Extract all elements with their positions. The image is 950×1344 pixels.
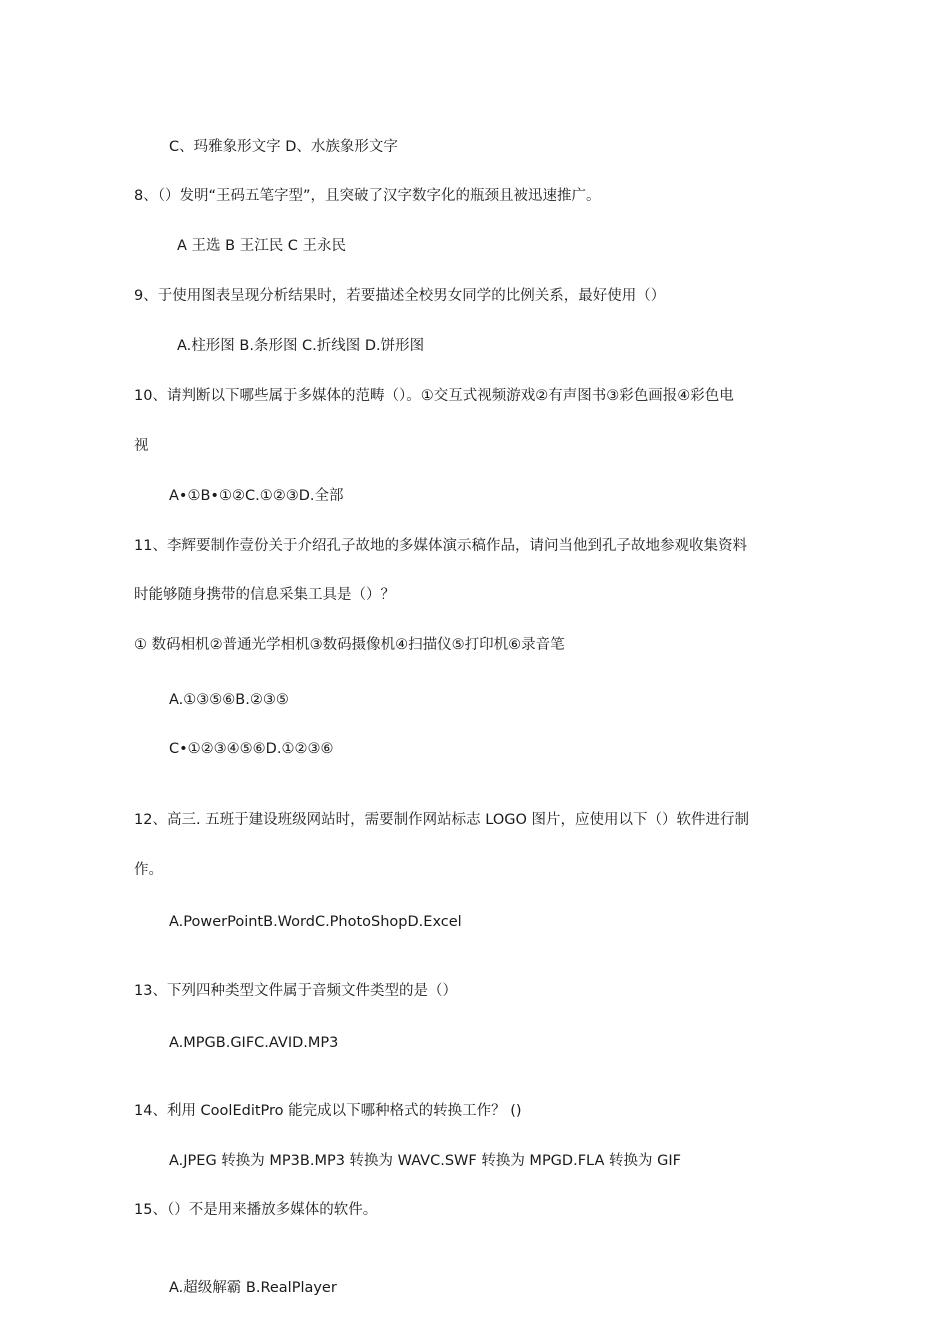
q12-options: A.PowerPointB.WordC.PhotoShopD.Excel xyxy=(169,914,462,930)
q10-options: A•①B•①②C.①②③D.全部 xyxy=(169,488,344,504)
q13-options: A.MPGB.GIFC.AVID.MP3 xyxy=(169,1035,339,1051)
q9-question: 9、于使用图表呈现分析结果时，若要描述全校男女同学的比例关系，最好使用（） xyxy=(134,288,666,304)
q15-question: 15、（）不是用来播放多媒体的软件。 xyxy=(134,1202,378,1218)
q11-question: 11、李辉要制作壹份关于介绍孔子故地的多媒体演示稿作品，请问当他到孔子故地参观收集资料 xyxy=(134,538,747,554)
q10-question: 10、请判断以下哪些属于多媒体的范畴（）。①交互式视频游戏②有声图书③彩色画报④彩色电 xyxy=(134,388,734,404)
q9-options: A.柱形图 B.条形图 C.折线图 D.饼形图 xyxy=(177,338,425,354)
q11-question-cont: 时能够随身携带的信息采集工具是（）？ xyxy=(134,587,395,603)
q12-question-cont: 作。 xyxy=(134,862,163,878)
q11-options-ab: A.①③⑤⑥B.②③⑤ xyxy=(169,692,289,708)
q12-question: 12、高三. 五班于建设班级网站时，需要制作网站标志 LOGO 图片，应使用以下（）软件进行制 xyxy=(134,812,750,828)
q15-options: A.超级解霸 B.RealPlayer xyxy=(169,1280,337,1296)
q11-items: ① 数码相机②普通光学相机③数码摄像机④扫描仪⑤打印机⑥录音笔 xyxy=(134,637,565,653)
q7-options-cd: C、玛雅象形文字 D、水族象形文字 xyxy=(169,139,398,155)
q14-options: A.JPEG 转换为 MP3B.MP3 转换为 WAVC.SWF 转换为 MPGD.FLA 转换为 GIF xyxy=(169,1153,681,1169)
q10-question-cont: 视 xyxy=(134,438,149,454)
q14-question: 14、利用 CoolEditPro 能完成以下哪种格式的转换工作？ () xyxy=(134,1103,522,1119)
q8-question: 8、（）发明“王码五笔字型”，且突破了汉字数字化的瓶颈且被迅速推广。 xyxy=(134,188,601,204)
q8-options: A 王选 B 王江民 C 王永民 xyxy=(177,238,347,254)
q11-options-cd: C•①②③④⑤⑥D.①②③⑥ xyxy=(169,741,334,757)
q13-question: 13、下列四种类型文件属于音频文件类型的是（） xyxy=(134,983,457,999)
